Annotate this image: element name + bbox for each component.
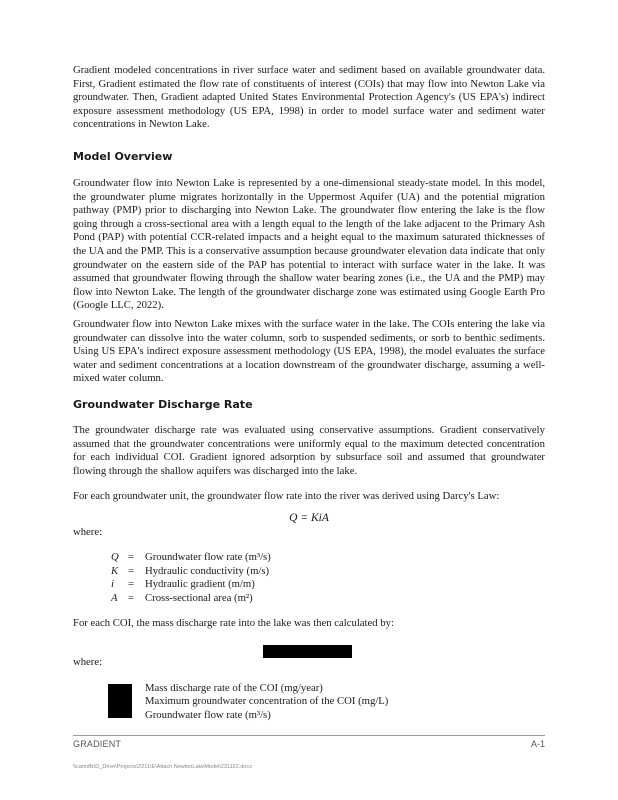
intro-paragraph: Gradient modeled concentrations in river surface water and sediment based on available groundwater data. First, Gradient estimated the flow rate of constituents of interest (COIs) that may flow into Newton Lake via groundwater. Then, Gradient adapted United States Environmental Protection Agency's (US EPA's) indirect exposure assessment methodology (US EPA, 1998) in order to model surface water and sediment water concentrations in Newton Lake.	[73, 64, 545, 131]
where-label-2: where:	[73, 656, 103, 668]
model-overview-paragraph-2: Groundwater flow into Newton Lake mixes with the surface water in the lake. The COIs entering the lake via groundwater can dissolve into the water column, sorb to suspended sediments, or sorb to benthic sediments. Using US EPA's indirect exposure assessment methodology (US EPA, 1998), the model evaluates the surface water and sediment concentrations at a location downstream of the groundwater discharge, assuming a well-mixed water column.	[73, 318, 545, 385]
variable-symbol: Q	[111, 551, 119, 563]
variable-description: Cross-sectional area (m²)	[145, 591, 253, 604]
heading-model-overview: Model Overview	[73, 150, 173, 163]
discharge-rate-paragraph-3: For each COI, the mass discharge rate into the lake was then calculated by:	[73, 617, 394, 629]
discharge-rate-paragraph-2: For each groundwater unit, the groundwater flow rate into the river was derived using Darcy's Law:	[73, 490, 500, 502]
mass-term-item: Maximum groundwater concentration of the COI (mg/L)	[145, 695, 389, 708]
mass-term-item: Groundwater flow rate (m³/s)	[145, 708, 271, 721]
footer-page-number: A-1	[530, 739, 545, 749]
variable-description: Groundwater flow rate (m³/s)	[145, 551, 271, 563]
model-overview-paragraph-1: Groundwater flow into Newton Lake is represented by a one-dimensional steady-state model. In this model, the groundwater plume migrates horizontally in the Uppermost Aquifer (UA) and the potential migration pathway (PMP) prior to discharging into Newton Lake. The groundwater flow entering the lake is the flow going through a cross-sectional area with a length equal to the length of the lake adjacent to the Primary Ash Pond (PAP) with potential CCR-related impacts and a height equal to the maximum saturated thicknesses of the UA and the PMP. This is a conservative assumption because groundwater elevation data indicate that only groundwater on the eastern side of the PAP has potential to interact with surface water in the lake. It was assumed that groundwater flowing through the shallow water bearing zones (i.e., the UA and the PMP) may flow into Newton Lake. The length of the groundwater discharge zone was estimated using Google Earth Pro (Google LLC, 2022).	[73, 177, 545, 312]
redacted-equation-block	[263, 645, 352, 658]
heading-discharge-rate: Groundwater Discharge Rate	[73, 398, 253, 411]
footer-file-path: \\camdfs\D_Drive\Projects\2211\E\Attach NewtonLakeModel\231122.docx	[73, 764, 252, 770]
mass-term-list	[145, 682, 388, 722]
footer-brand-logo: GRADIENT	[73, 739, 122, 749]
variable-equals: =	[128, 564, 135, 577]
darcy-equation: Q = KiA	[289, 512, 329, 524]
variable-equals: =	[128, 551, 135, 563]
mass-term-item: Mass discharge rate of the COI (mg/year)	[145, 682, 323, 694]
discharge-rate-paragraph-1: The groundwater discharge rate was evaluated using conservative assumptions. Gradient conservatively assumed that the groundwater concentrations were uniformly equal to the maximum detected concentration for each individual COI. Gradient ignored adsorption by subsurface soil and assumed that groundwater flowing through the shallow aquifers was discharged into the lake.	[73, 424, 545, 477]
variable-symbol: K	[111, 564, 119, 577]
variable-equals: =	[128, 578, 135, 591]
variable-description: Hydraulic gradient (m/m)	[145, 578, 255, 591]
redacted-symbols-block	[108, 684, 132, 718]
where-label-1: where:	[73, 526, 103, 538]
variable-symbol: i	[111, 578, 114, 591]
variable-symbol: A	[111, 591, 118, 604]
variable-description: Hydraulic conductivity (m/s)	[145, 564, 270, 577]
variable-equals: =	[128, 591, 135, 604]
footer-divider	[73, 735, 545, 736]
